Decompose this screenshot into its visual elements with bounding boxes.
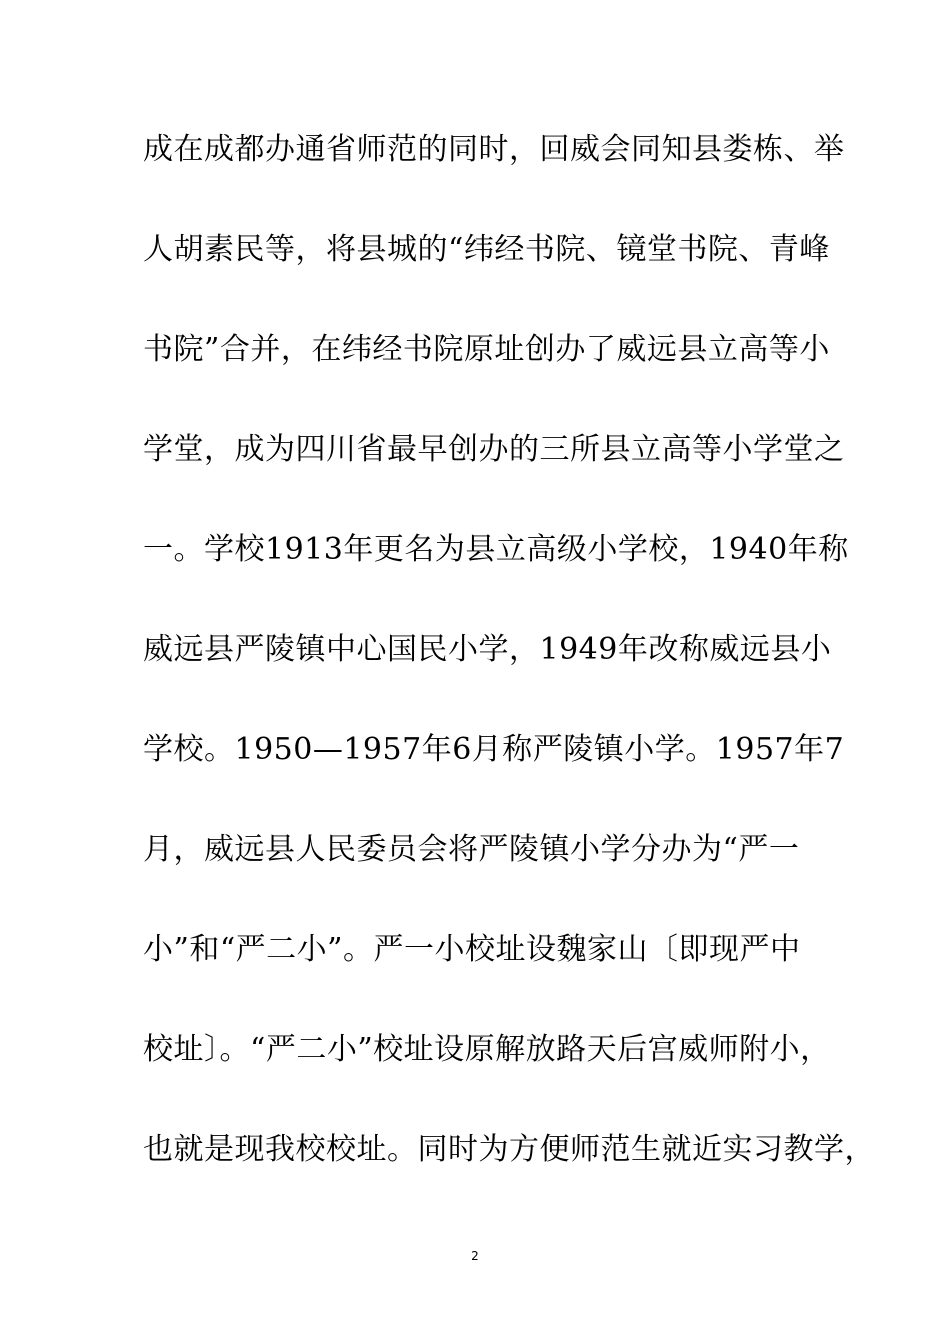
paragraph-line: 威远县严陵镇中心国民小学，1949年改称威远县小: [143, 632, 832, 667]
paragraph-line: 校址〕。“严二小”校址设原解放路天后宫威师附小，: [143, 1032, 831, 1067]
paragraph-line: 也就是现我校校址。同时为方便师范生就近实习教学，: [143, 1132, 875, 1167]
paragraph-line: 书院”合并，在纬经书院原址创办了威远县立高等小: [143, 332, 830, 367]
paragraph-line: 月，威远县人民委员会将严陵镇小学分办为“严一: [143, 832, 800, 867]
paragraph-line: 小”和“严二小”。严一小校址设魏家山〔即现严中: [143, 932, 801, 967]
page-number: 2: [471, 1249, 479, 1263]
paragraph-line: 学堂，成为四川省最早创办的三所县立高等小学堂之: [143, 432, 845, 467]
paragraph-line: 成在成都办通省师范的同时，回威会同知县娄栋、举: [143, 132, 845, 167]
paragraph-line: 学校。1950—1957年6月称严陵镇小学。1957年7: [143, 732, 845, 767]
paragraph-line: 一。学校1913年更名为县立高级小学校，1940年称: [143, 532, 849, 567]
paragraph-line: 人胡素民等，将县城的“纬经书院、镜堂书院、青峰: [143, 232, 830, 267]
